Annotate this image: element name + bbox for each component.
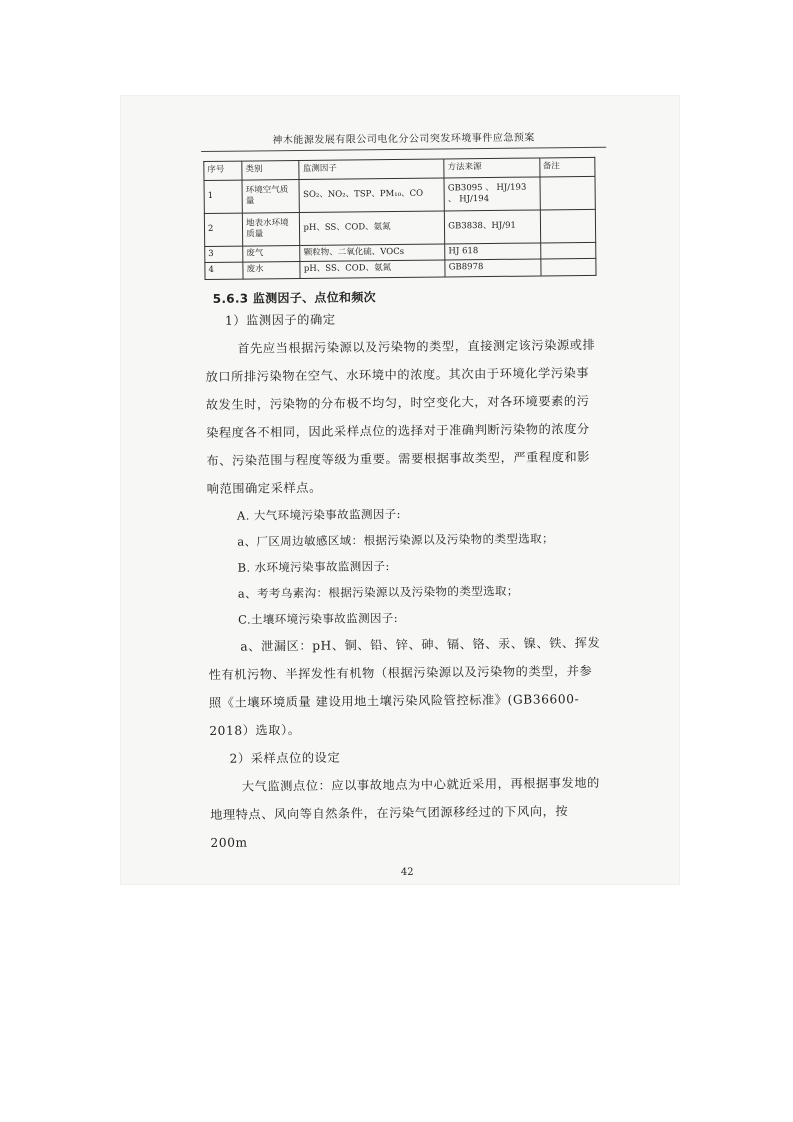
col-header: 序号 — [204, 161, 242, 180]
table-cell: 2 — [204, 213, 242, 246]
subsection-heading: 2）采样点位的设定 — [229, 750, 341, 766]
table-cell: 废水 — [243, 262, 301, 279]
page-number: 42 — [400, 866, 414, 878]
col-header: 类别 — [242, 160, 300, 180]
section-title: 5.6.3 监测因子、点位和频次 — [212, 290, 376, 306]
table-cell — [540, 259, 596, 276]
table-cell: SO₂、NO₂、TSP、PM₁₀、CO — [299, 178, 444, 213]
table-cell: 地表水环境质量 — [242, 212, 300, 246]
table-cell: 3 — [205, 246, 243, 263]
list-item: a、考考乌素沟：根据污染源以及污染物的类型选取； — [237, 583, 519, 601]
document-page — [203, 128, 604, 880]
table-cell: pH、SS、COD、氨氮 — [300, 260, 445, 278]
list-item: a、厂区周边敏感区域：根据污染源以及污染物的类型选取； — [237, 531, 555, 549]
table-row — [205, 259, 596, 280]
list-heading: B. 水环境污染事故监测因子: — [237, 559, 390, 575]
table-cell: 4 — [205, 263, 243, 280]
list-item: a、泄漏区：pH、铜、铅、锌、砷、镉、铬、汞、镍、铁、挥发性有机污物、半挥发性有机物（根据污染源以及污染物的类型，并参照《土壤环境质量 建设用地土壤污染风险管控标准》(GB36600-2018）选取）。 — [208, 635, 601, 738]
table-cell: 环境空气质量 — [242, 179, 300, 213]
col-header: 备注 — [539, 157, 595, 177]
table-cell — [540, 209, 596, 243]
table-cell: 废气 — [243, 245, 301, 262]
body-paragraph: 首先应当根据污染源以及污染物的类型，直接测定该污染源或排放口所排污染物在空气、水环境中的浓度。其次由于环境化学污染事故发生时，污染物的分布极不均匀，时空变化大，对各环境要素的污染程度各不相同，因此采样点位的选择对于准确判断污染物的浓度分布、污染范围与程度等级为重要。需要根据事故类型，严重程度和影响范围确定采样点。 — [205, 337, 596, 496]
col-header: 方法来源 — [444, 158, 539, 178]
table-cell: GB8978 — [445, 259, 540, 276]
table-cell — [540, 242, 596, 259]
table-cell — [539, 176, 595, 210]
table-cell: HJ 618 — [445, 243, 540, 260]
table-row — [204, 176, 595, 213]
body-paragraph: 大气监测点位：应以事故地点为中心就近采用，再根据事发地的地理特点、风向等自然条件，在污染气团源移经过的下风向，按 200m — [210, 775, 600, 850]
col-header: 监测因子 — [299, 159, 444, 180]
table-row — [204, 209, 595, 246]
table-cell: 颗粒物、二氧化硫、VOCs — [300, 244, 445, 262]
table-cell: GB3095 、 HJ/193 、 HJ/194 — [444, 177, 540, 211]
monitoring-table — [203, 157, 596, 280]
list-heading: A. 大气环境污染事故监测因子: — [236, 506, 401, 523]
running-header: 神木能源发展有限公司电化分公司突发环境事件应急预案 — [201, 128, 606, 152]
list-heading: C.土壤环境污染事故监测因子: — [238, 610, 399, 627]
table-cell: pH、SS、COD、氨氮 — [300, 211, 445, 246]
table-cell: 1 — [204, 180, 242, 213]
subsection-heading: 1）监测因子的确定 — [224, 312, 336, 328]
table-cell: GB3838、HJ/91 — [445, 210, 541, 244]
